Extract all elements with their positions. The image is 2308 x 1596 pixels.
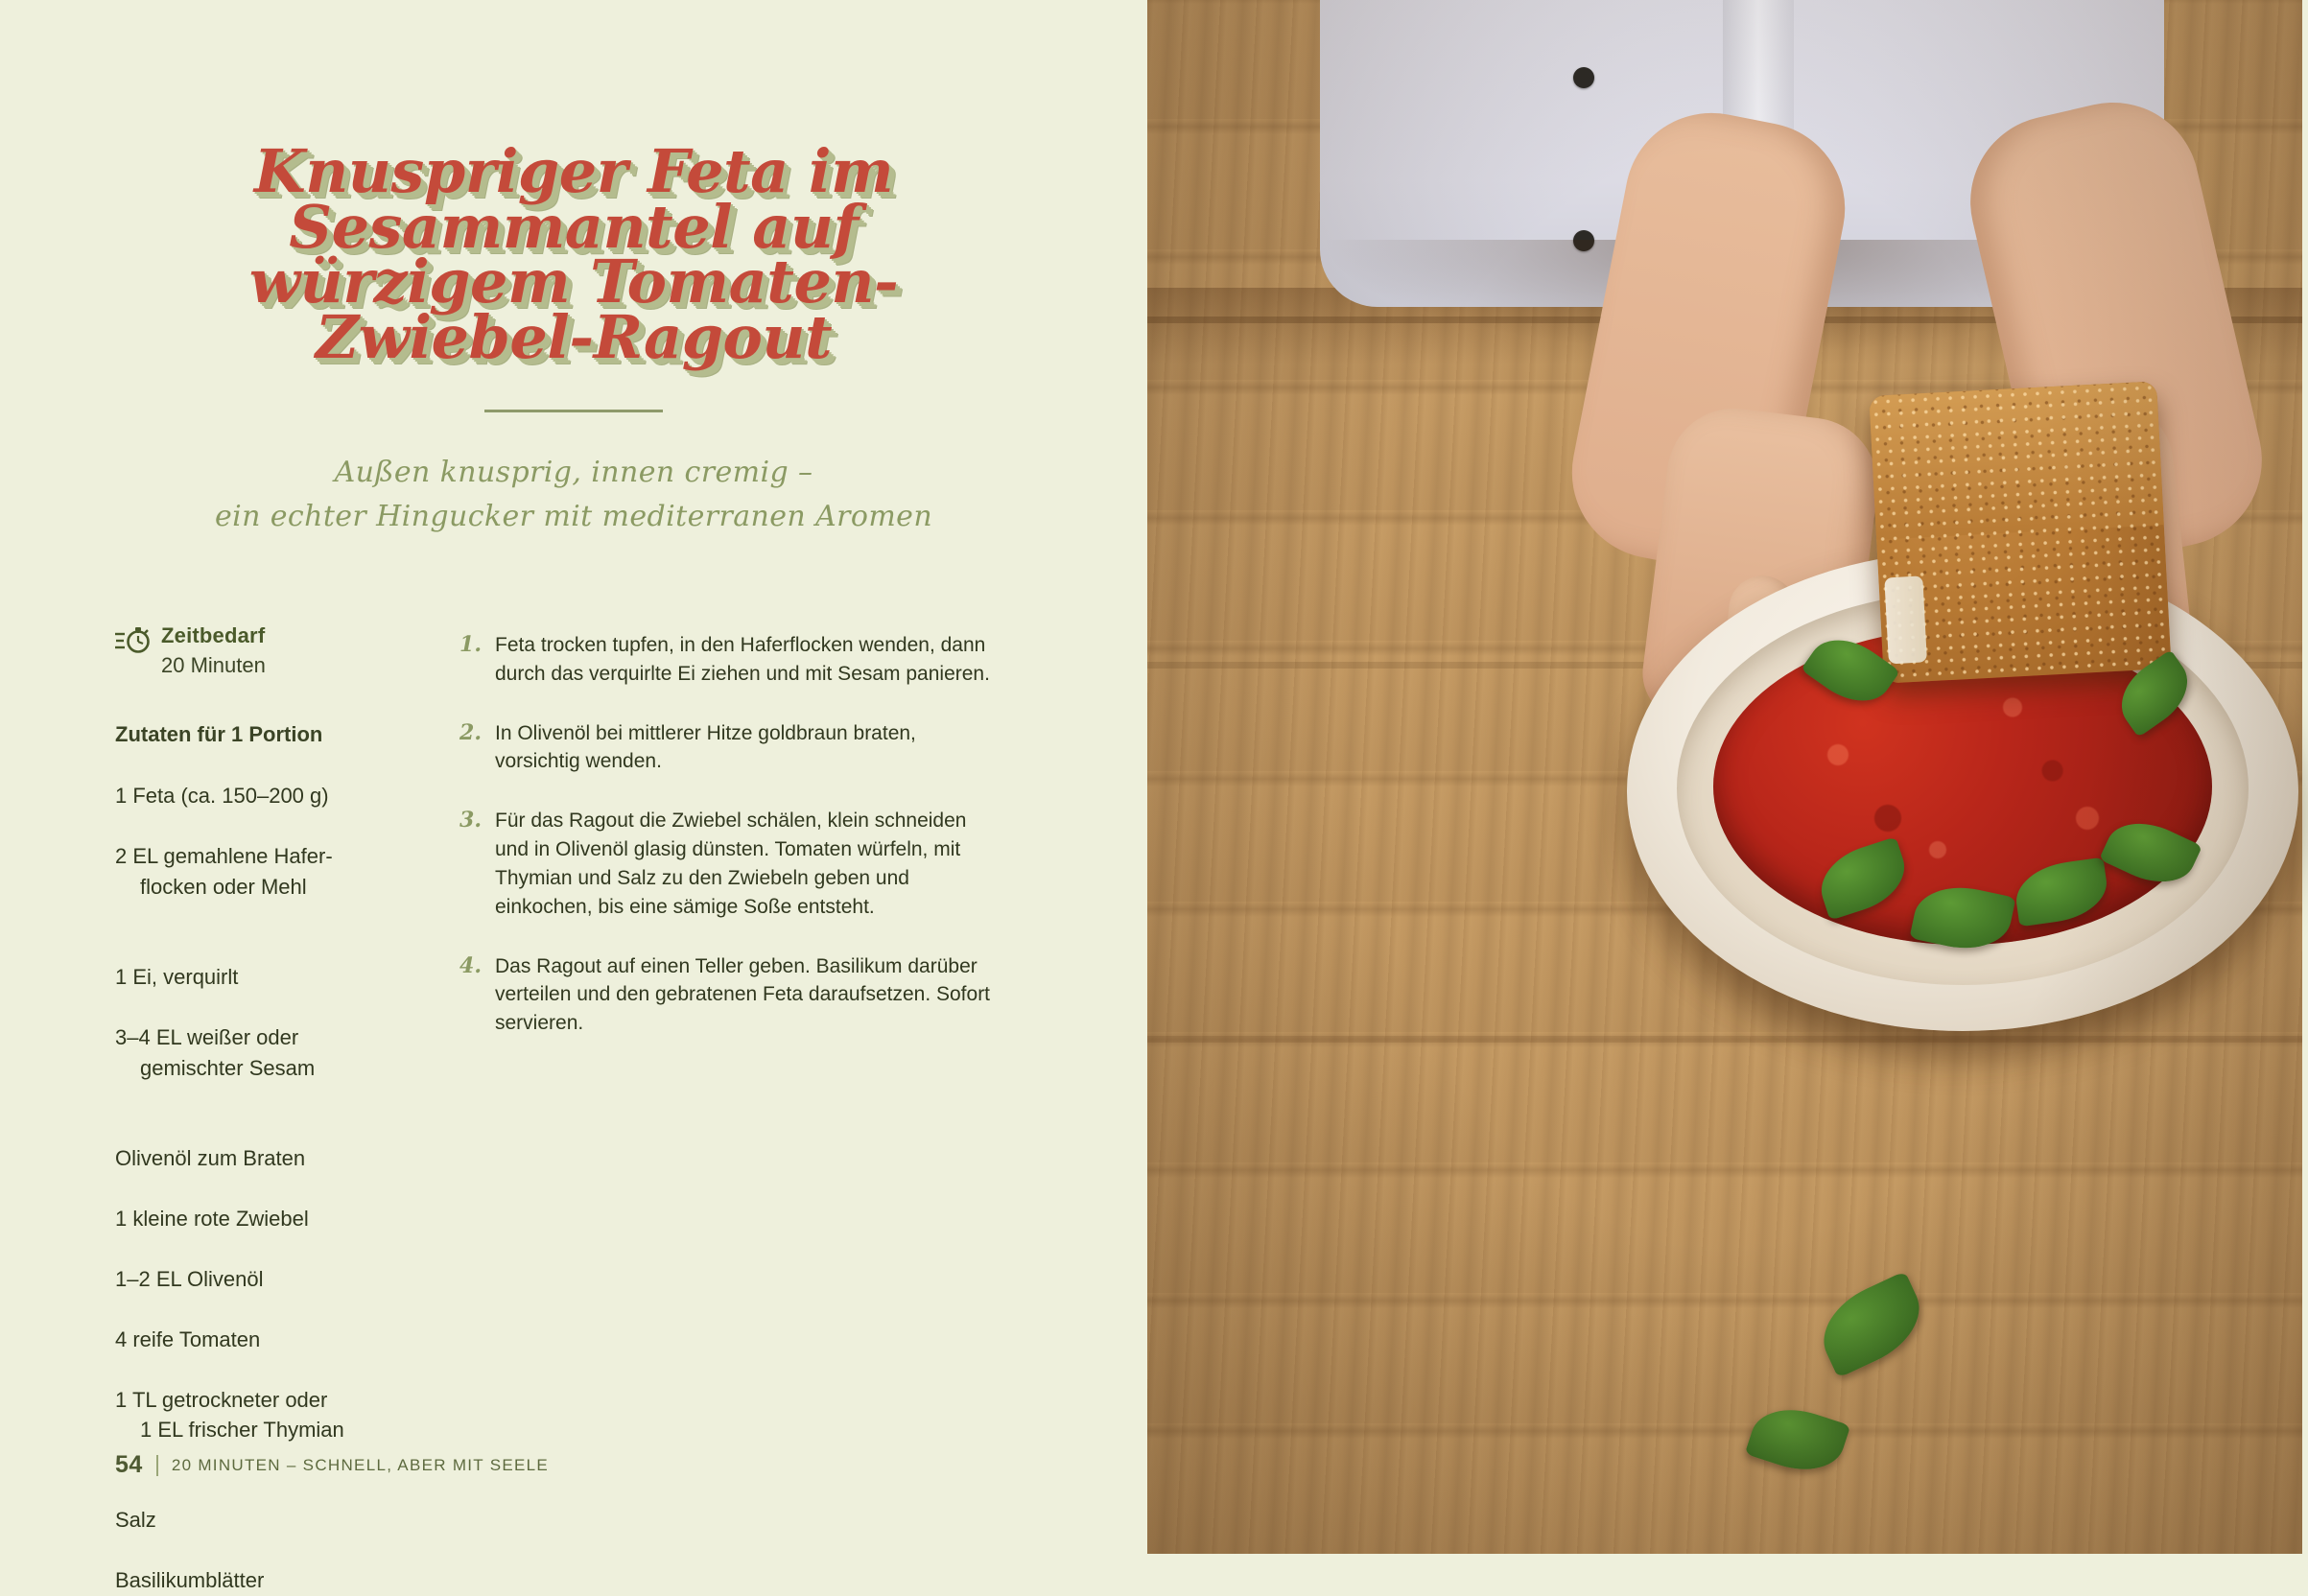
page-number: 54 (115, 1451, 143, 1478)
list-item (457, 952, 994, 1038)
wood-plank-line (1147, 1036, 2302, 1043)
page-footer (115, 1451, 549, 1479)
list-item (115, 1536, 403, 1596)
ingredient-text: 1 Feta (ca. 150–200 g) (115, 784, 329, 809)
recipe-content (115, 623, 998, 1596)
step-text: Für das Ragout die Zwiebel schälen, klein schneiden und in Olivenöl glasig dünsten. Tomaten würfeln, mit Thymian und Salz zu den Zwiebeln geben und einkochen, bis eine sämige Soße entsteht. (495, 810, 967, 918)
ingredient-text: 1 Ei, verquirlt (115, 965, 239, 990)
page-title: Knuspriger Feta im Sesammantel auf würzigem Tomaten-Zwiebel-Ragout (248, 136, 899, 372)
recipe-subtitle-line-2: ein echter Hingucker mit mediterranen Aromen (214, 500, 933, 534)
ingredient-text: Salz (115, 1508, 156, 1533)
list-item (115, 811, 403, 932)
step-text: Feta trocken tupfen, in den Haferflocken wenden, dann durch das verquirlte Ei ziehen und mit Sesam panieren. (495, 634, 990, 685)
ingredient-text-cont: 1 EL frischer Thymian (140, 1417, 344, 1442)
list-item (115, 993, 403, 1114)
list-item (115, 1294, 403, 1354)
title-divider (484, 410, 663, 412)
step-number: 2. (459, 719, 482, 745)
list-item (457, 807, 994, 921)
chapter-title: 20 MINUTEN – SCHNELL, ABER MIT SEELE (171, 1455, 550, 1474)
preparation-steps-column (457, 623, 994, 1596)
list-item (115, 1113, 403, 1173)
footer-divider (156, 1455, 158, 1476)
ingredient-text: Basilikumblätter (115, 1568, 265, 1593)
steps-list (457, 631, 994, 1038)
list-item (457, 631, 994, 689)
recipe-page-left (0, 0, 1147, 1593)
ingredient-text: 3–4 EL weißer oder (115, 1025, 299, 1050)
ingredient-text: 1 kleine rote Zwiebel (115, 1206, 309, 1231)
time-required-block (115, 623, 403, 678)
breaded-feta-block (1869, 381, 2171, 683)
time-required-label: Zeitbedarf (161, 623, 266, 647)
title-block (0, 136, 1147, 540)
list-item (457, 719, 994, 777)
recipe-photo (1147, 0, 2302, 1554)
recipe-subtitle (0, 451, 1147, 540)
step-number: 3. (459, 808, 482, 833)
list-item (115, 1173, 403, 1233)
step-text: In Olivenöl bei mittlerer Hitze goldbraun braten, vorsichtig wenden. (495, 721, 916, 773)
time-required-value: 20 Minuten (161, 653, 266, 677)
shirt-button (1573, 67, 1594, 88)
ingredients-heading: Zutaten für 1 Portion (115, 722, 323, 746)
ingredient-text-cont: flocken oder Mehl (140, 874, 307, 899)
list-item (115, 1233, 403, 1294)
ingredient-text: Olivenöl zum Braten (115, 1145, 306, 1170)
list-item (115, 932, 403, 993)
ingredient-text: 4 reife Tomaten (115, 1326, 261, 1351)
ingredient-text-cont: gemischter Sesam (140, 1055, 316, 1080)
ingredient-text: 1 TL getrockneter oder (115, 1387, 328, 1412)
list-item (115, 1475, 403, 1536)
step-number: 1. (459, 632, 482, 657)
recipe-meta-column (115, 623, 403, 1596)
feta-cheese-edge (1884, 575, 1927, 664)
ingredient-text: 2 EL gemahlene Hafer- (115, 844, 333, 869)
step-text: Das Ragout auf einen Teller geben. Basilikum darüber verteilen und den gebratenen Feta daraufsetzen. Sofort servieren. (495, 954, 991, 1035)
ingredient-text: 1–2 EL Olivenöl (115, 1266, 264, 1291)
step-number: 4. (459, 952, 482, 978)
stopwatch-icon (115, 625, 152, 661)
list-item (115, 751, 403, 811)
recipe-subtitle-line-1: Außen knusprig, innen cremig – (334, 455, 813, 489)
